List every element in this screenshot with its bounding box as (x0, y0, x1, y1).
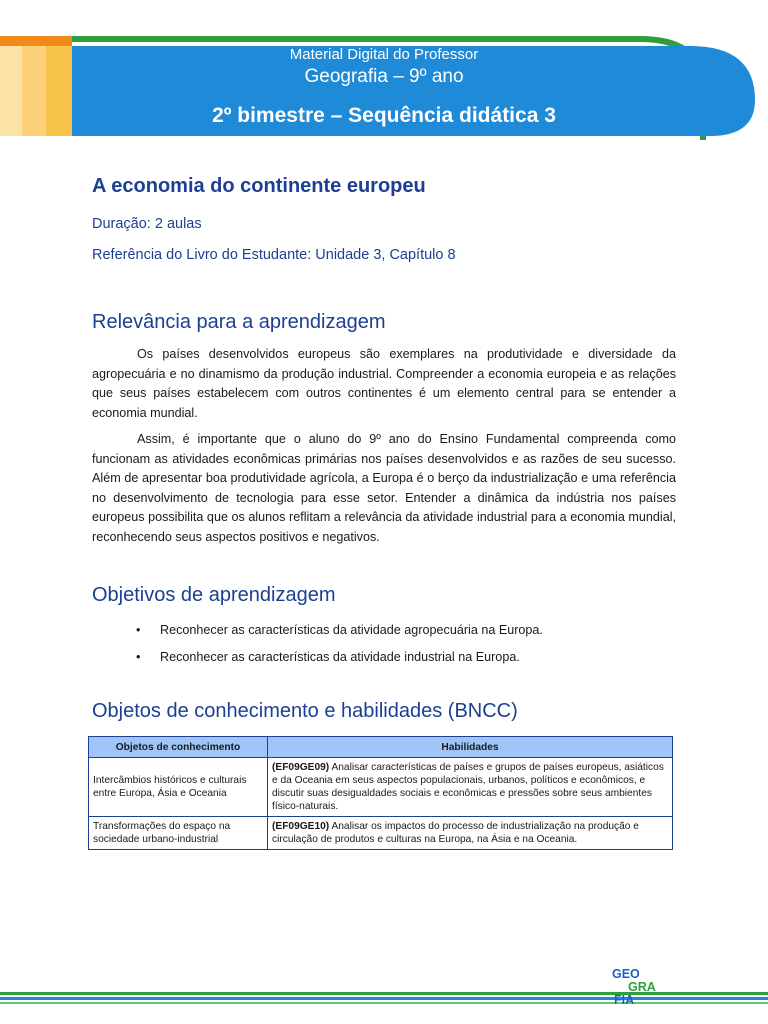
skill-text: Analisar os impactos do processo de industrialização na produção e circulação de produtos e culturas na Europa, na Ásia e na Oceania. (272, 821, 639, 845)
column-header-skills: Habilidades (268, 737, 673, 758)
table-row (89, 817, 673, 850)
skill-text: Analisar características de países e grupos de países europeus, asiáticos e da Oceania em seus aspectos populacionais, urbanos, políticos e econômicos, e discutir suas desigualdades sociais e econômicas e pressões sobre seus ambientes físico-naturais. (272, 762, 664, 812)
objective-text: Reconhecer as características da atividade industrial na Europa. (160, 650, 520, 664)
objectives-heading: Objetivos de aprendizagem (92, 584, 336, 606)
list-item (92, 620, 676, 647)
table-row (89, 758, 673, 817)
logo-line: GEO (612, 967, 640, 981)
geografia-logo (612, 968, 656, 1007)
skill-code: (EF09GE09) (272, 762, 330, 773)
table-header-row (89, 737, 673, 758)
skill-cell (268, 817, 673, 850)
object-cell: Intercâmbios históricos e culturais entre Europa, Ásia e Oceania (89, 758, 268, 817)
header-course: Geografia – 9º ano (304, 66, 464, 87)
relevance-paragraph-1: Os países desenvolvidos europeus são exemplares na produtividade e diversidade da agropecuária e no dinamismo da produção industrial. Compreender a economia europeia e as relações que seus países estabelecem com outros continentes é um elemento central para se entender a economia mundial. (92, 347, 676, 420)
relevance-heading: Relevância para a aprendizagem (92, 311, 386, 333)
list-item (92, 647, 676, 674)
skill-cell (268, 758, 673, 817)
column-header-objects: Objetos de conhecimento (89, 737, 268, 758)
objectives-list (92, 620, 676, 674)
page-title: A economia do continente europeu (92, 175, 426, 197)
header-subtitle: Material Digital do Professor (289, 46, 479, 63)
bullet-icon: • (136, 650, 141, 664)
object-cell: Transformações do espaço na sociedade urbano-industrial (89, 817, 268, 850)
objective-text: Reconhecer as características da atividade agropecuária na Europa. (160, 623, 543, 637)
header-banner (0, 0, 768, 140)
reference-text: Referência do Livro do Estudante: Unidade 3, Capítulo 8 (92, 247, 456, 263)
bncc-heading: Objetos de conhecimento e habilidades (BNCC) (92, 700, 518, 722)
skill-code: (EF09GE10) (272, 821, 330, 832)
bullet-icon: • (136, 623, 141, 637)
logo-line: FIA (614, 993, 635, 1007)
header-sequence-title: 2º bimestre – Sequência didática 3 (212, 104, 556, 127)
duration-text: Duração: 2 aulas (92, 216, 202, 232)
logo-line: GRA (628, 980, 656, 994)
bncc-table (88, 736, 673, 850)
relevance-paragraph-2: Assim, é importante que o aluno do 9º ano do Ensino Fundamental compreenda como funcionam as atividades econômicas primárias nos países desenvolvidos e as razões de seu sucesso. Além de apresentar boa produtividade agrícola, a Europa é o berço da industrialização e uma referência no desenvolvimento de tecnologia para esse setor. Entender a dinâmica da indústria nos países europeus possibilita que os alunos reflitam a relevância da atividade industrial para a economia mundial, reconhecendo seus aspectos positivos e negativos. (92, 432, 676, 544)
